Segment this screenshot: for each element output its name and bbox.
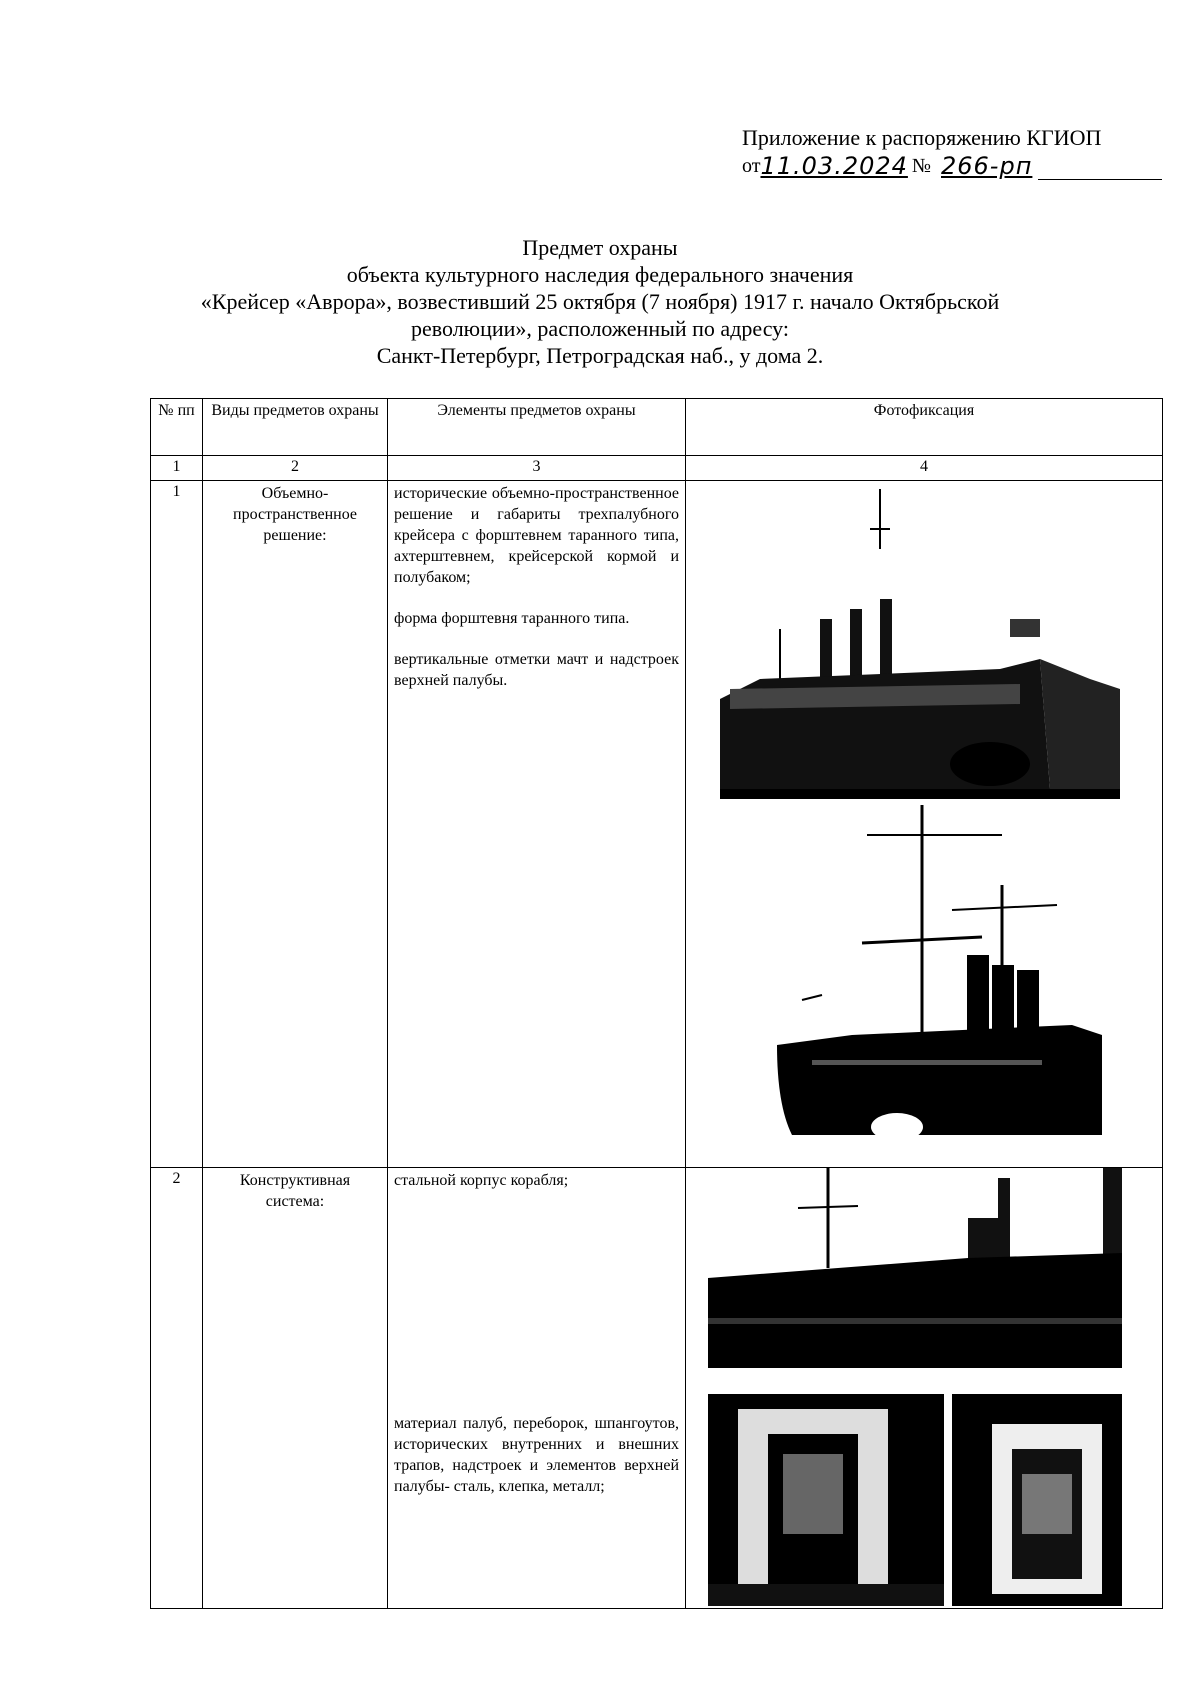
header-kind: Виды предметов охраны (203, 399, 388, 456)
hull-photo (708, 1168, 1122, 1368)
title-line-4: революции», расположенный по адресу: (410, 316, 789, 341)
document-title (150, 234, 1050, 369)
table-row (151, 1168, 1163, 1609)
title-line-2: объекта культурного наследия федерального значения (346, 262, 854, 287)
title-line-3: «Крейсер «Аврора», возвестивший 25 октября (7 ноября) 1917 г. начало Октябрьской (200, 289, 1000, 314)
title-line-5: Санкт-Петербург, Петроградская наб., у дома 2. (376, 343, 824, 368)
row-elements (388, 481, 686, 1168)
element-text: исторические объемно-пространственное решение и габариты трехпалубного крейсера с форштевнем таранного типа, ахтерштевнем, крейсерской кормой и полубаком; (394, 485, 679, 586)
row-kind: Конструктивная система: (203, 1168, 388, 1609)
column-number-row (151, 456, 1163, 481)
cruiser-photo-bow (720, 489, 1120, 799)
row-number: 1 (151, 481, 203, 1168)
row-photos (686, 1168, 1163, 1609)
col-num-2: 2 (203, 456, 388, 481)
row-elements (388, 1168, 686, 1609)
order-date: 11.03.2024 (760, 152, 908, 180)
table-header-row (151, 399, 1163, 456)
title-line-1: Предмет охраны (522, 235, 678, 260)
header-elements: Элементы предметов охраны (388, 399, 686, 456)
door-photo-right (952, 1394, 1122, 1606)
row-photos (686, 481, 1163, 1168)
order-number: 266-рп (941, 152, 1033, 180)
appendix-header (742, 124, 1162, 180)
header-num: № пп (151, 399, 203, 456)
col-num-1: 1 (151, 456, 203, 481)
appendix-line: Приложение к распоряжению КГИОП (742, 125, 1102, 150)
col-num-4: 4 (686, 456, 1163, 481)
element-text: стальной корпус корабля; (394, 1172, 569, 1189)
underline-rule (1038, 157, 1162, 180)
interior-photos (708, 1394, 1162, 1606)
appendix-date-number (742, 152, 1162, 180)
element-text: форма форштевня таранного типа. (394, 610, 630, 627)
element-text: материал палуб, переборок, шпангоутов, исторических внутренних и внешних трапов, надстроек и элементов верхней палубы- сталь, клепка, металл; (394, 1415, 679, 1495)
header-photo: Фотофиксация (686, 399, 1163, 456)
row-number: 2 (151, 1168, 203, 1609)
table-row (151, 481, 1163, 1168)
protection-table (150, 398, 1163, 1609)
row-kind: Объемно-пространственное решение: (203, 481, 388, 1168)
number-label: № (911, 155, 931, 177)
cruiser-photo-side (772, 805, 1102, 1145)
from-label: от (742, 155, 761, 177)
door-photo-left (708, 1394, 944, 1606)
element-text: вертикальные отметки мачт и надстроек верхней палубы. (394, 651, 679, 689)
col-num-3: 3 (388, 456, 686, 481)
